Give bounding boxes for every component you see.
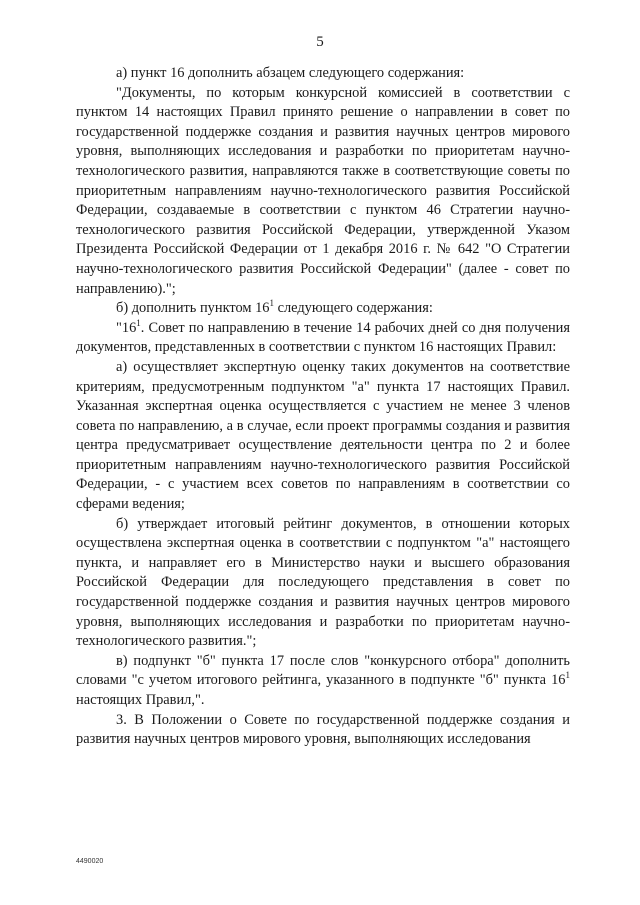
document-body	[76, 64, 570, 750]
text-segment: "16	[116, 319, 137, 336]
superscript: 1	[269, 298, 274, 309]
text-segment: в) подпункт "б" пункта 17 после слов "конкурсного отбора" дополнить словами "с учетом итогового рейтинга, указанного в подпункте "б" пункта 16	[76, 652, 570, 689]
paragraph-subitem-a: а) осуществляет экспертную оценку таких документов на соответствие критериям, предусмотренным подпунктом "а" пункта 17 настоящих Правил. Указанная экспертная оценка осуществляется с участием не менее 3 членов совета по направлению, а в случае, если проект программы создания и развития центра предусматривает осуществление деятельности центра по 2 и более приоритетным направлениям научно-технологического развития Российской Федерации, - с участием всех советов по направлениям в соответствии со сферами ведения;	[76, 358, 570, 513]
paragraph-c-item17	[76, 652, 570, 711]
superscript: 1	[136, 317, 141, 328]
page-number: 5	[316, 34, 324, 50]
paragraph-3-council: 3. В Положении о Совете по государственной поддержке создания и развития научных центров мирового уровня, выполняющих исследования	[76, 711, 570, 748]
text-segment: следующего содержания:	[273, 300, 433, 317]
text-segment: . Совет по направлению в течение 14 рабочих дней со дня получения документов, представленных в соответствии с пунктом 16 настоящих Правил:	[76, 319, 570, 356]
document-code: 4490020	[76, 858, 104, 865]
text-segment: б) дополнить пунктом 16	[116, 300, 270, 317]
paragraph-a-item16: а) пункт 16 дополнить абзацем следующего содержания:	[116, 65, 465, 81]
paragraph-subitem-b: б) утверждает итоговый рейтинг документов, в отношении которых осуществлена экспертная оценка в соответствии с подпунктом "а" настоящего пункта, и направляет его в Министерство науки и высшего образования Российской Федерации для последующего представления в совет по государственной поддержке создания и развития научных центров мирового уровня, выполняющих исследования и разработки по приоритетам научно-технологического развития.";	[76, 515, 570, 650]
paragraph-item16-1	[76, 319, 570, 358]
paragraph-b-add-item	[76, 299, 570, 319]
superscript: 1	[565, 670, 570, 681]
paragraph-quoted-documents: "Документы, по которым конкурсной комиссией в соответствии с пунктом 14 настоящих Правил принято решение о направлении в совет по государственной поддержке создания и развития научных центров мирового уровня, выполняющих исследования и разработки по приоритетам научно-технологического развития, направляются также в соответствующие советы по приоритетным направлениям научно-технологического развития Российской Федерации, создаваемые в соответствии с пунктом 46 Стратегии научно-технологического развития Российской Федерации, утвержденной Указом Президента Российской Федерации от 1 декабря 2016 г. № 642 "О Стратегии научно-технологического развития Российской Федерации" (далее - совет по направлению).";	[76, 84, 570, 297]
text-segment: настоящих Правил,".	[76, 692, 205, 708]
